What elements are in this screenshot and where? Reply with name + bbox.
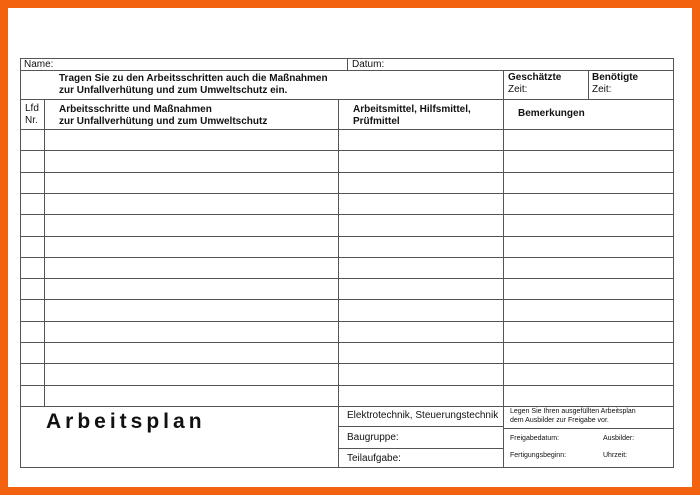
col-tools-line-1: Arbeitsmittel, Hilfsmittel,: [353, 104, 471, 115]
tools-column-line: [503, 99, 504, 406]
release-note-line-2: dem Ausbilder zur Freigabe vor.: [510, 417, 609, 424]
date-label: Datum:: [352, 59, 385, 70]
header-divider: [20, 70, 674, 71]
time-col-divider-2: [588, 70, 589, 99]
table-row-line: [20, 236, 674, 237]
table-row-line: [20, 342, 674, 343]
table-row-line: [20, 321, 674, 322]
field-subtask: Teilaufgabe:: [347, 453, 401, 464]
instruction-line-1: Tragen Sie zu den Arbeitsschritten auch die Maßnahmen: [59, 73, 328, 84]
col-remarks: Bemerkungen: [518, 108, 585, 119]
table-row-line: [20, 257, 674, 258]
steps-column-line: [338, 99, 339, 406]
table-row-line: [20, 172, 674, 173]
field-assembly-group: Baugruppe:: [347, 432, 399, 443]
production-start-label: Fertigungsbeginn:: [510, 452, 567, 459]
table-row-line: [20, 406, 674, 407]
field-department: Elektrotechnik, Steuerungstechnik: [347, 410, 499, 421]
footer-right-divider: [503, 406, 504, 468]
table-row-line: [20, 299, 674, 300]
document-title: Arbeitsplan: [46, 410, 206, 433]
col-steps-line-1: Arbeitsschritte und Maßnahmen: [59, 104, 212, 115]
needed-time-label: Benötigte: [592, 72, 639, 83]
trainer-label: Ausbilder:: [603, 435, 635, 442]
table-row-line: [20, 214, 674, 215]
needed-time-sub: Zeit:: [592, 84, 612, 95]
col-steps-line-2: zur Unfallverhütung und zum Umweltschutz: [59, 116, 268, 127]
table-row-line: [20, 193, 674, 194]
instruction-divider: [20, 99, 674, 100]
work-plan-sheet: [8, 8, 692, 487]
column-header-divider: [20, 129, 674, 130]
estimated-time-label: Geschätzte: [508, 72, 562, 83]
nr-column-line: [44, 99, 45, 406]
release-date-label: Freigabedatum:: [510, 435, 560, 442]
table-row-line: [20, 385, 674, 386]
instruction-line-2: zur Unfallverhütung und zum Umweltschutz ein.: [59, 85, 288, 96]
time-col-divider-1: [503, 70, 504, 99]
name-date-divider: [347, 58, 348, 70]
col-tools-line-2: Prüfmittel: [353, 116, 400, 127]
footer-note-line: [503, 428, 674, 429]
release-note-line-1: Legen Sie Ihren ausgefüllten Arbeitsplan: [510, 408, 636, 415]
time-label: Uhrzeit:: [603, 452, 628, 459]
col-nr-line-1: Lfd: [25, 103, 39, 114]
table-row-line: [20, 363, 674, 364]
estimated-time-sub: Zeit:: [508, 84, 528, 95]
footer-field-line-1: [338, 426, 503, 427]
footer-left-divider: [338, 406, 339, 468]
table-row-line: [20, 150, 674, 151]
col-nr-line-2: Nr.: [25, 115, 38, 126]
table-row-line: [20, 278, 674, 279]
footer-field-line-2: [338, 448, 503, 449]
name-label: Name:: [24, 59, 54, 70]
